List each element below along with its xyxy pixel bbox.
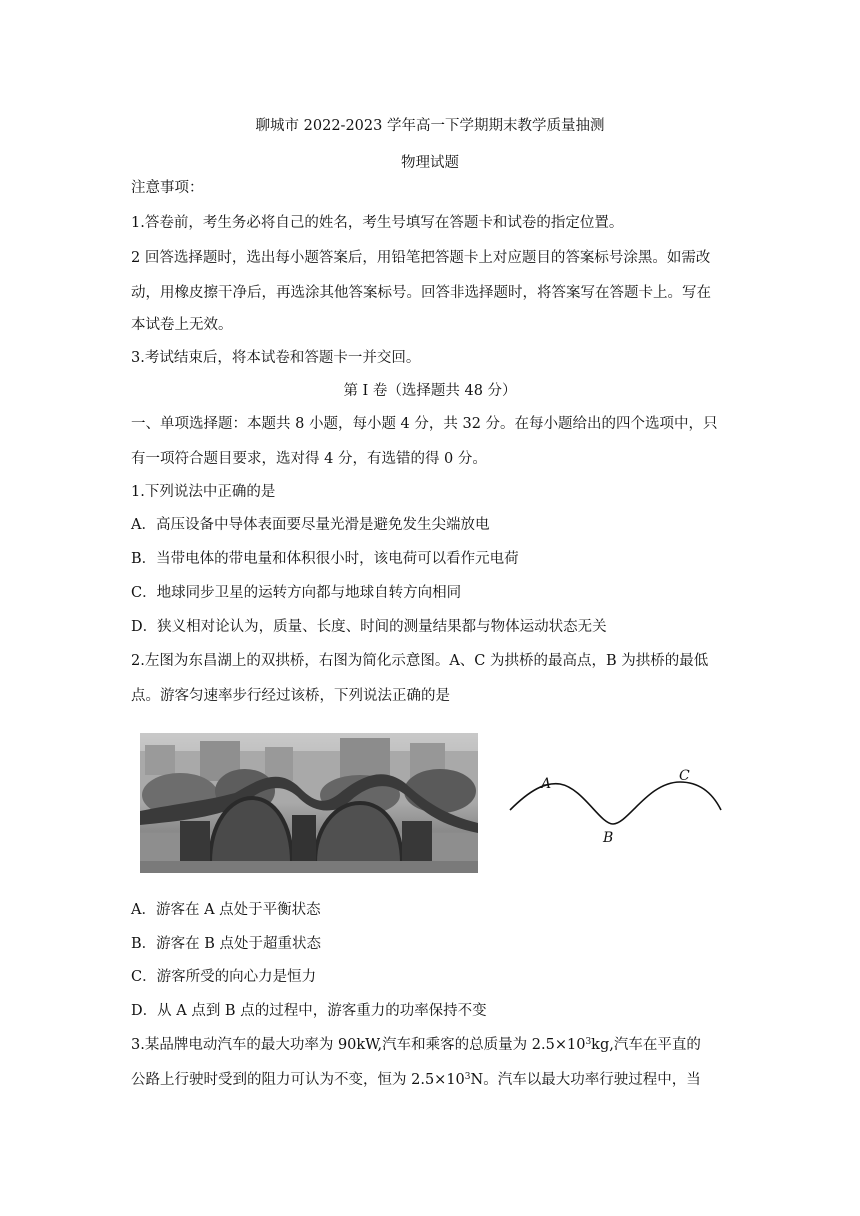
q1-stem: 1.下列说法中正确的是 [131,484,276,500]
q3-stem-line-2: 公路上行驶时受到的阻力可认为不变，恒为 $2.5\times 10^3N$。汽车以最大功率行驶过程中，当 [131,1072,701,1088]
notice-item-2-line-1: 2 回答选择题时，选出每小题答案后，用铅笔把答题卡上对应题目的答案标号涂黑。如需改 [131,250,711,266]
bridge-photo [140,733,478,873]
section-intro-line-1: 一、单项选择题：本题共 8 小题，每小题 4 分，共 32 分。在每小题给出的四个选项中，只 [131,416,718,432]
q2-option-c: C．游客所受的向心力是恒力 [131,969,317,985]
exam-title: 聊城市 2022-2023 学年高一下学期期末教学质量抽测 [255,118,605,134]
q1-option-d: D．狭义相对论认为，质量、长度、时间的测量结果都与物体运动状态无关 [131,619,607,635]
q2-option-a: A．游客在 A 点处于平衡状态 [131,902,321,918]
label-c: C [679,768,690,784]
section-title: 第 I 卷（选择题共 48 分） [343,383,517,399]
q1-option-a: A．高压设备中导体表面要尽量光滑是避免发生尖端放电 [131,517,490,533]
q1-option-c: C．地球同步卫星的运转方向都与地球自转方向相同 [131,585,462,601]
q2-option-d: D．从 A 点到 B 点的过程中，游客重力的功率保持不变 [131,1003,487,1019]
q1-option-b: B．当带电体的带电量和体积很小时，该电荷可以看作元电荷 [131,551,519,567]
notice-heading: 注意事项： [131,180,204,196]
q2-stem-line-1: 2.左图为东昌湖上的双拱桥，右图为简化示意图。A、C 为拱桥的最高点，B 为拱桥的最低 [131,653,709,669]
q3-stem-line-1: 3.某品牌电动汽车的最大功率为 90kW,汽车和乘客的总质量为 $2.5\times 10^3kg$,汽车在平直的 [131,1037,701,1053]
notice-item-1: 1.答卷前，考生务必将自己的姓名，考生号填写在答题卡和试卷的指定位置。 [131,215,624,231]
section-intro-line-2: 有一项符合题目要求，选对得 4 分，有选错的得 0 分。 [131,451,487,467]
label-b: B [603,830,614,846]
label-a: A [541,776,552,792]
notice-item-3: 3.考试结束后，将本试卷和答题卡一并交回。 [131,350,421,366]
exam-subtitle: 物理试题 [401,155,459,171]
q2-option-b: B．游客在 B 点处于超重状态 [131,936,322,952]
bridge-diagram [505,760,727,850]
notice-item-2-line-2: 动，用橡皮擦干净后，再选涂其他答案标号。回答非选择题时，将答案写在答题卡上。写在 [131,285,711,301]
q2-stem-line-2: 点。游客匀速率步行经过该桥，下列说法正确的是 [131,688,450,704]
notice-item-2-line-3: 本试卷上无效。 [131,317,233,333]
